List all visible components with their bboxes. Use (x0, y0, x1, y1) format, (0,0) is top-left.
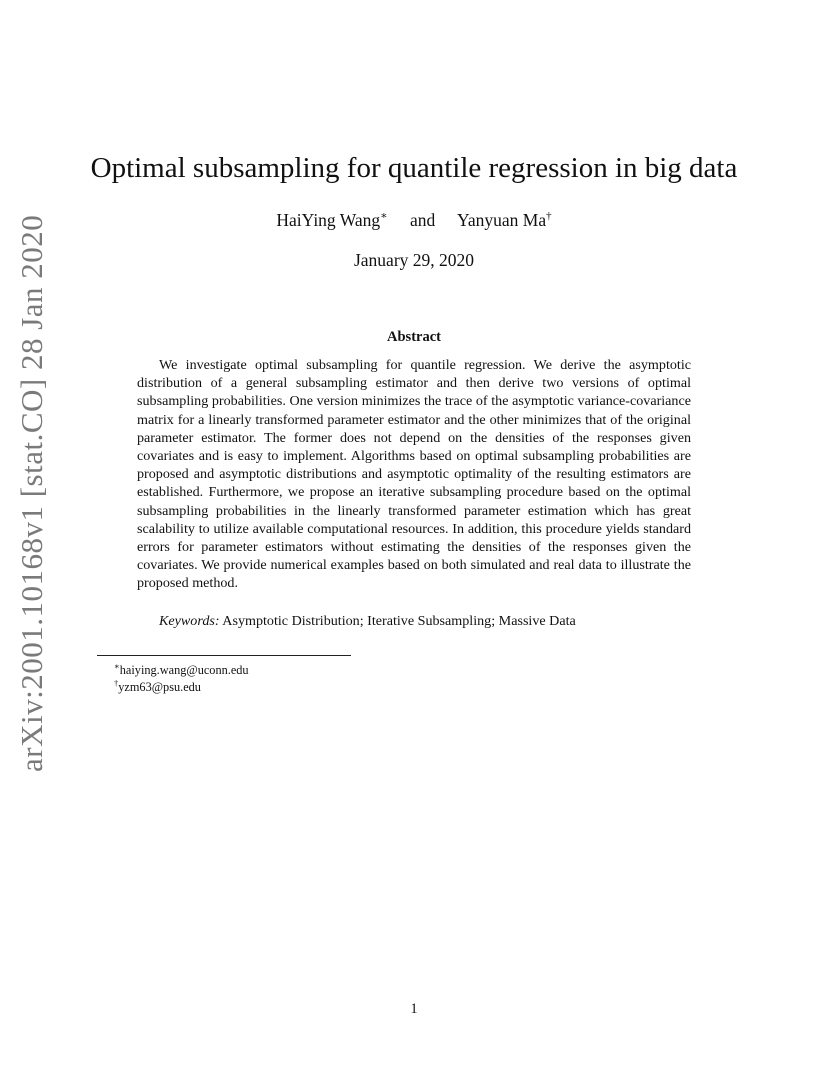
footnote-email (114, 676, 201, 695)
footnote-mark: ∗ (114, 661, 120, 671)
footnote-text: haiying.wang@uconn.edu (119, 663, 249, 677)
author-line (0, 209, 828, 231)
abstract-heading: Abstract (387, 329, 441, 345)
paper-title: Optimal subsampling for quantile regression in big data (90, 152, 738, 184)
author-footnote-mark: ∗ (380, 210, 388, 222)
author-name: HaiYing Wang (276, 210, 381, 230)
keywords-text: Asymptotic Distribution; Iterative Subsampling; Massive Data (222, 613, 576, 629)
footnote-text: yzm63@psu.edu (118, 680, 201, 694)
paper-date: January 29, 2020 (353, 250, 475, 270)
keywords-line (159, 612, 691, 630)
abstract-body: We investigate optimal subsampling for quantile regression. We derive the asymptotic distribution of a general subsampling estimator and then derive two versions of optimal subsampling probabilities. One version minimizes the trace of the asymptotic variance-covariance matrix for a linearly transformed parameter estimator and the other minimizes that of the original parameter estimator. The former does not depend on the densities of the responses given covariates and is easy to implement. Algorithms based on optimal subsampling probabilities are proposed and asymptotic distributions and asymptotic optimality of the resulting estimators are established. Furthermore, we propose an iterative subsampling procedure based on the optimal subsampling probabilities in the linearly transformed parameter estimation which has great scalability to utilize available computational resources. In addition, this procedure yields standard errors for parameter estimators without estimating the densities of the responses given the covariates. We provide numerical examples based on both simulated and real data to illustrate the proposed method. (137, 357, 691, 592)
author-name: Yanyuan Ma (457, 210, 547, 230)
author-separator: and (409, 210, 436, 230)
keywords-label: Keywords: (159, 613, 220, 629)
footnote-divider (97, 655, 351, 656)
page-number: 1 (410, 1001, 418, 1017)
arxiv-identifier-stamp: arXiv:2001.10168v1 [stat.CO] 28 Jan 2020 (14, 214, 49, 772)
footnote-mark: † (114, 678, 119, 688)
author-footnote-mark: † (546, 210, 552, 222)
